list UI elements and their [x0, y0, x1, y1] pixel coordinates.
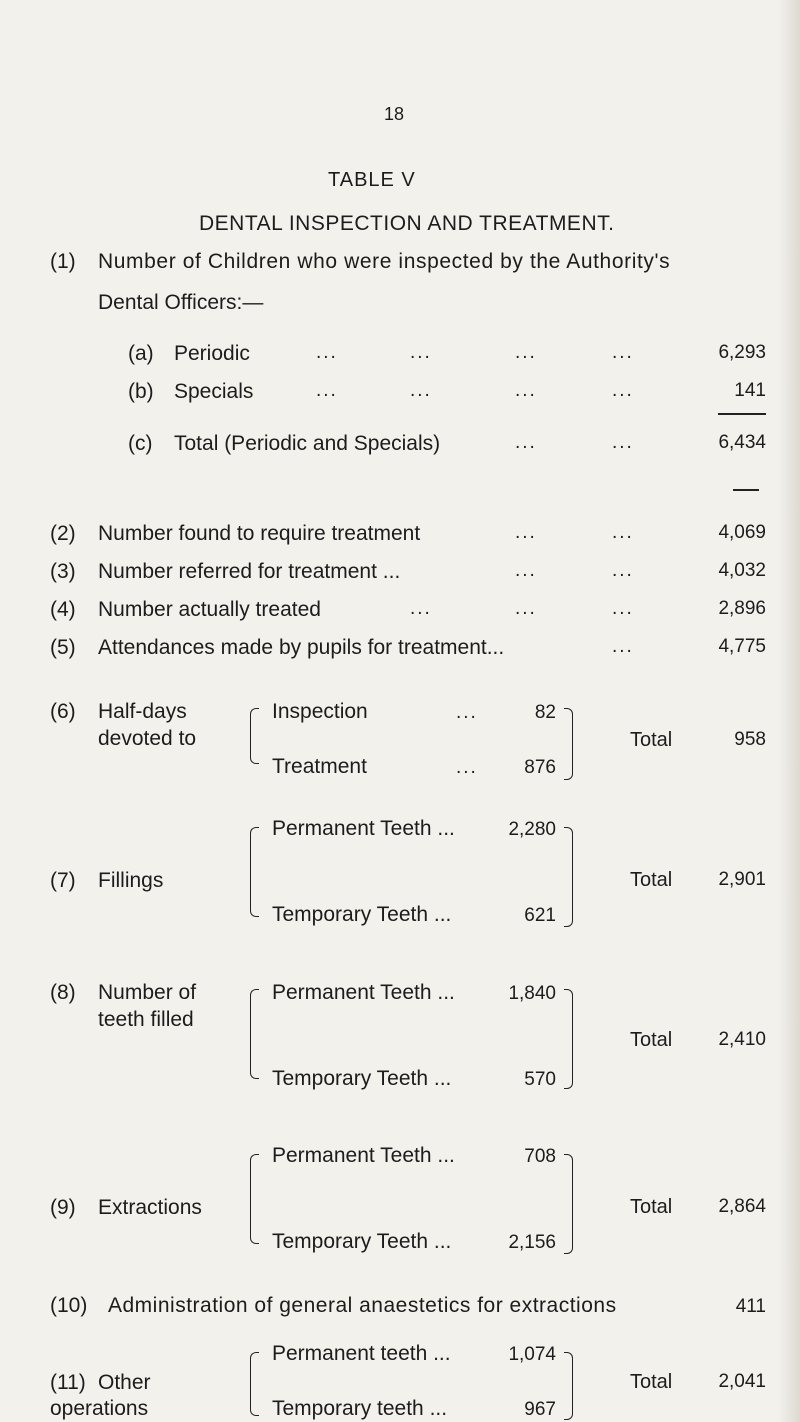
item-2-text: Number found to require treatment [98, 522, 421, 545]
item-9-total-value: 2,864 [718, 1196, 766, 1217]
item-7-open-brace [250, 827, 259, 917]
item-7-total-label: Total [630, 869, 673, 891]
item-5-text: Attendances made by pupils for treatment... [98, 636, 505, 659]
item-9-close-brace [564, 1154, 573, 1254]
item-11-open-brace [250, 1352, 259, 1416]
item-8-row2-text: Temporary Teeth ... [272, 1067, 452, 1090]
item-7-number: (7) [50, 869, 76, 892]
item-2-value: 4,069 [718, 522, 766, 543]
item-6-row1-value: 82 [534, 702, 556, 723]
page-edge-shadow [778, 0, 800, 1422]
item-8-row2-value: 570 [524, 1069, 556, 1090]
item-5-number: (5) [50, 636, 76, 659]
item-8-row1-value: 1,840 [508, 983, 556, 1004]
item-9-row1-text: Permanent Teeth ... [272, 1144, 455, 1167]
item-7-row2-text: Temporary Teeth ... [272, 903, 452, 926]
item-8-label-line1: Number of [98, 981, 197, 1004]
item-11-total-label: Total [630, 1371, 673, 1393]
item-7-close-brace [564, 827, 573, 927]
item-1-text-line1: Number of Children who were inspected by the Authority's [98, 250, 671, 273]
item-3-number: (3) [50, 560, 76, 583]
item-3-dots-2: ... [612, 560, 634, 581]
item-11-number: (11) [50, 1371, 86, 1394]
item-7-total-value: 2,901 [718, 869, 766, 890]
item-5-dots: ... [612, 636, 634, 657]
item-2-number: (2) [50, 522, 76, 545]
item-6-total-label: Total [630, 729, 673, 751]
item-7-row1-value: 2,280 [508, 819, 556, 840]
item-1c-dots-1: ... [515, 432, 537, 453]
item-11-total-value: 2,041 [718, 1371, 766, 1392]
item-4-text: Number actually treated [98, 598, 321, 621]
item-11-row1-value: 1,074 [508, 1344, 556, 1365]
item-11-row1-text: Permanent teeth ... [272, 1342, 451, 1365]
item-9-row1-value: 708 [524, 1146, 556, 1167]
item-9-number: (9) [50, 1196, 76, 1219]
item-9-label-line1: Extractions [98, 1196, 202, 1219]
item-1c-text: Total (Periodic and Specials) [174, 432, 441, 455]
item-8-total-value: 2,410 [718, 1029, 766, 1050]
item-6-row2-dots: ... [456, 757, 478, 778]
item-5-value: 4,775 [718, 636, 766, 657]
item-1b-dots-1: ... [316, 380, 338, 401]
item-1a-dots-1: ... [316, 342, 338, 363]
table-title: DENTAL INSPECTION AND TREATMENT. [199, 212, 615, 235]
item-11-close-brace [564, 1352, 573, 1420]
item-1b-text: Specials [174, 380, 254, 403]
table-label: TABLE V [328, 169, 416, 191]
item-7-row2-value: 621 [524, 905, 556, 926]
item-1b-label: (b) [128, 380, 154, 403]
item-4-number: (4) [50, 598, 76, 621]
item-11-label-line1: Other [98, 1371, 151, 1394]
item-6-label-line1: Half-days [98, 700, 187, 723]
item-4-value: 2,896 [718, 598, 766, 619]
item-10-number: (10) [50, 1294, 88, 1317]
item-8-number: (8) [50, 981, 76, 1004]
item-1b-dots-3: ... [515, 380, 537, 401]
subtotal-rule-bottom [733, 489, 759, 491]
item-8-close-brace [564, 989, 573, 1089]
item-7-label-line1: Fillings [98, 869, 164, 892]
item-1a-text: Periodic [174, 342, 250, 365]
item-9-row2-value: 2,156 [508, 1232, 556, 1253]
item-6-number: (6) [50, 700, 76, 723]
item-9-row2-text: Temporary Teeth ... [272, 1230, 452, 1253]
item-2-dots-1: ... [515, 522, 537, 543]
item-4-dots-3: ... [612, 598, 634, 619]
item-3-dots-1: ... [515, 560, 537, 581]
item-3-text: Number referred for treatment ... [98, 560, 401, 583]
item-6-row1-text: Inspection [272, 700, 368, 723]
item-4-dots-1: ... [410, 598, 432, 619]
item-1-number: (1) [50, 250, 76, 273]
item-1b-value: 141 [734, 380, 766, 401]
item-1b-dots-4: ... [612, 380, 634, 401]
item-11-label-line2: operations [50, 1397, 149, 1420]
item-6-label-line2: devoted to [98, 727, 197, 750]
item-1b-dots-2: ... [410, 380, 432, 401]
item-3-value: 4,032 [718, 560, 766, 581]
item-1c-dots-2: ... [612, 432, 634, 453]
item-9-total-label: Total [630, 1196, 673, 1218]
item-8-row1-text: Permanent Teeth ... [272, 981, 455, 1004]
item-10-text: Administration of general anaestetics for extractions [108, 1294, 617, 1317]
item-11-row2-text: Temporary teeth ... [272, 1397, 448, 1420]
item-6-close-brace [564, 708, 573, 780]
item-6-row2-value: 876 [524, 757, 556, 778]
item-6-open-brace [250, 708, 259, 764]
item-1a-value: 6,293 [718, 342, 766, 363]
item-9-open-brace [250, 1154, 259, 1244]
item-8-label-line2: teeth filled [98, 1008, 194, 1031]
subtotal-rule-top [718, 413, 766, 415]
item-8-total-label: Total [630, 1029, 673, 1051]
item-6-total-value: 958 [734, 729, 766, 750]
item-6-row2-text: Treatment [272, 755, 367, 778]
item-7-row1-text: Permanent Teeth ... [272, 817, 455, 840]
item-4-dots-2: ... [515, 598, 537, 619]
item-1c-label: (c) [128, 432, 153, 455]
item-1a-label: (a) [128, 342, 154, 365]
item-11-row2-value: 967 [524, 1399, 556, 1420]
item-8-open-brace [250, 989, 259, 1079]
item-1a-dots-2: ... [410, 342, 432, 363]
item-1a-dots-4: ... [612, 342, 634, 363]
page-number: 18 [384, 104, 405, 124]
item-10-value: 411 [735, 1296, 766, 1317]
item-1c-value: 6,434 [718, 432, 766, 453]
item-6-row1-dots: ... [456, 702, 478, 723]
item-2-dots-2: ... [612, 522, 634, 543]
item-1-text-line2: Dental Officers:— [98, 291, 264, 314]
item-1a-dots-3: ... [515, 342, 537, 363]
